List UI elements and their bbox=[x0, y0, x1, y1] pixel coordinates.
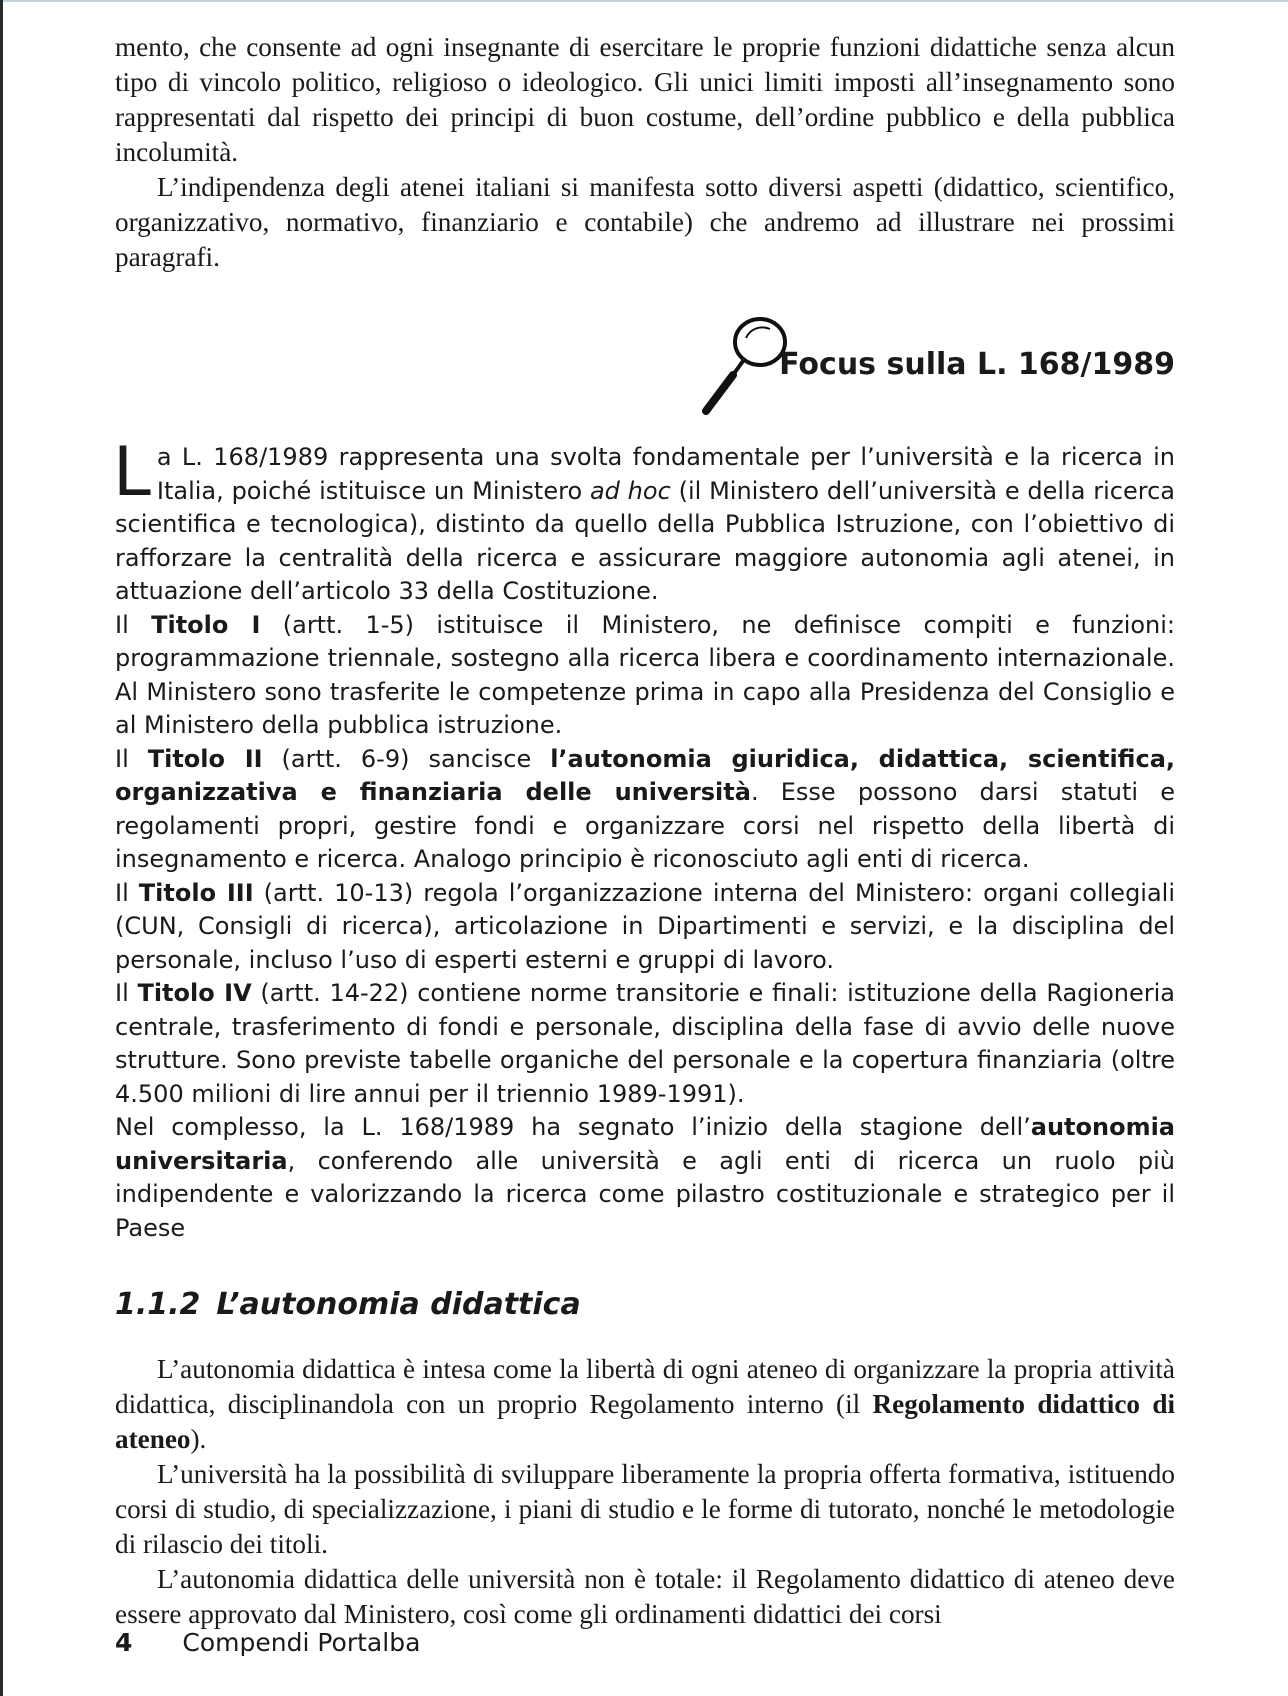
focus-paragraph-1: La L. 168/1989 rappresenta una svolta fondamentale per l’università e la ricerca in Italia, poiché istituisce un Ministero ad hoc (il Ministero dell’università e della ricerca scientifica e tecnologica), distinto da quello della Pubblica Istruzione, con l’obiettivo di rafforzare la centralità della ricerca e assicurare maggiore autonomia agli atenei, in attuazione dell’articolo 33 della Costituzione. bbox=[113, 433, 1176, 605]
drop-cap: L bbox=[113, 433, 151, 512]
left-border bbox=[0, 0, 3, 1696]
section-paragraph-2: L’università ha la possibilità di sviluppare liberamente la propria offerta formativa, istituendo corsi di studio, di specializzazione, i piani di studio e le forme di tutorato, nonché le metodologie di rilascio dei titoli. bbox=[115, 1459, 1175, 1559]
focus-paragraph-6: Nel complesso, la L. 168/1989 ha segnato l’inizio della stagione dell’autonomia universitaria, conferendo alle università e agli enti di ricerca un ruolo più indipendente e valorizzando la ricerca come pilastro costituzionale e strategico per il Paese bbox=[115, 1113, 1175, 1242]
section-number: 1.1.2 bbox=[115, 1287, 201, 1322]
focus-paragraph-5: Il Titolo IV (artt. 14-22) contiene norme transitorie e finali: istituzione della Ragioneria centrale, trasferimento di fondi e personale, disciplina della fase di avvio delle nuove strutture. Sono previste tabelle organiche del personale e la copertura finanziaria (oltre 4.500 milioni di lire annui per il triennio 1989-1991). bbox=[115, 979, 1176, 1108]
section-title: L’autonomia didattica bbox=[216, 1287, 581, 1322]
focus-title: Focus sulla L. 168/1989 bbox=[779, 347, 1175, 382]
publisher-name: Compendi Portalba bbox=[182, 1628, 421, 1657]
page-content bbox=[115, 30, 1175, 1632]
section-text bbox=[115, 1352, 1175, 1632]
focus-paragraph-2: Il Titolo I (artt. 1-5) istituisce il Ministero, ne definisce compiti e funzioni: programmazione triennale, sostegno alla ricerca libera e coordinamento internazionale. Al Ministero sono trasferite le competenze prima in capo alla Presidenza del Consiglio e al Ministero della pubblica istruzione. bbox=[115, 610, 1176, 739]
intro-text bbox=[115, 30, 1175, 275]
top-border bbox=[0, 0, 1288, 2]
page-number: 4 bbox=[115, 1628, 133, 1657]
focus-paragraph-4: Il Titolo III (artt. 10-13) regola l’organizzazione interna del Ministero: organi collegiali (CUN, Consigli di ricerca), articolazione in Dipartimenti e servizi, e la disciplina del personale, incluso l’uso di esperti esterni e gruppi di lavoro. bbox=[115, 878, 1176, 974]
intro-paragraph-2: L’indipendenza degli atenei italiani si manifesta sotto diversi aspetti (didattico, scientifico, organizzativo, normativo, finanziario e contabile) che andremo ad illustrare nei prossimi paragrafi. bbox=[115, 172, 1175, 272]
intro-paragraph-1: mento, che consente ad ogni insegnante di esercitare le proprie funzioni didattiche senza alcun tipo di vincolo politico, religioso o ideologico. Gli unici limiti imposti all’insegnamento sono rappresentati dal rispetto dei principi di buon costume, dell’ordine pubblico e della pubblica incolumità. bbox=[115, 32, 1175, 167]
section-heading bbox=[115, 1287, 1175, 1322]
focus-header bbox=[115, 315, 1175, 437]
focus-box bbox=[113, 433, 1176, 1245]
section-paragraph-3: L’autonomia didattica delle università non è totale: il Regolamento didattico di ateneo deve essere approvato dal Ministero, così come gli ordinamenti didattici dei corsi bbox=[115, 1564, 1175, 1629]
section-paragraph-1: L’autonomia didattica è intesa come la libertà di ogni ateneo di organizzare la propria attività didattica, disciplinandola con un proprio Regolamento interno (il Regolamento didattico di ateneo). bbox=[115, 1354, 1175, 1454]
page-footer bbox=[115, 1628, 420, 1657]
magnifying-glass-icon bbox=[700, 315, 790, 420]
focus-paragraph-3: Il Titolo II (artt. 6-9) sancisce l’autonomia giuridica, didattica, scientifica, organizzativa e finanziaria delle università. Esse possono darsi statuti e regolamenti propri, gestire fondi e organizzare corsi nel rispetto della libertà di insegnamento e ricerca. Analogo principio è riconosciuto agli enti di ricerca. bbox=[115, 744, 1176, 873]
